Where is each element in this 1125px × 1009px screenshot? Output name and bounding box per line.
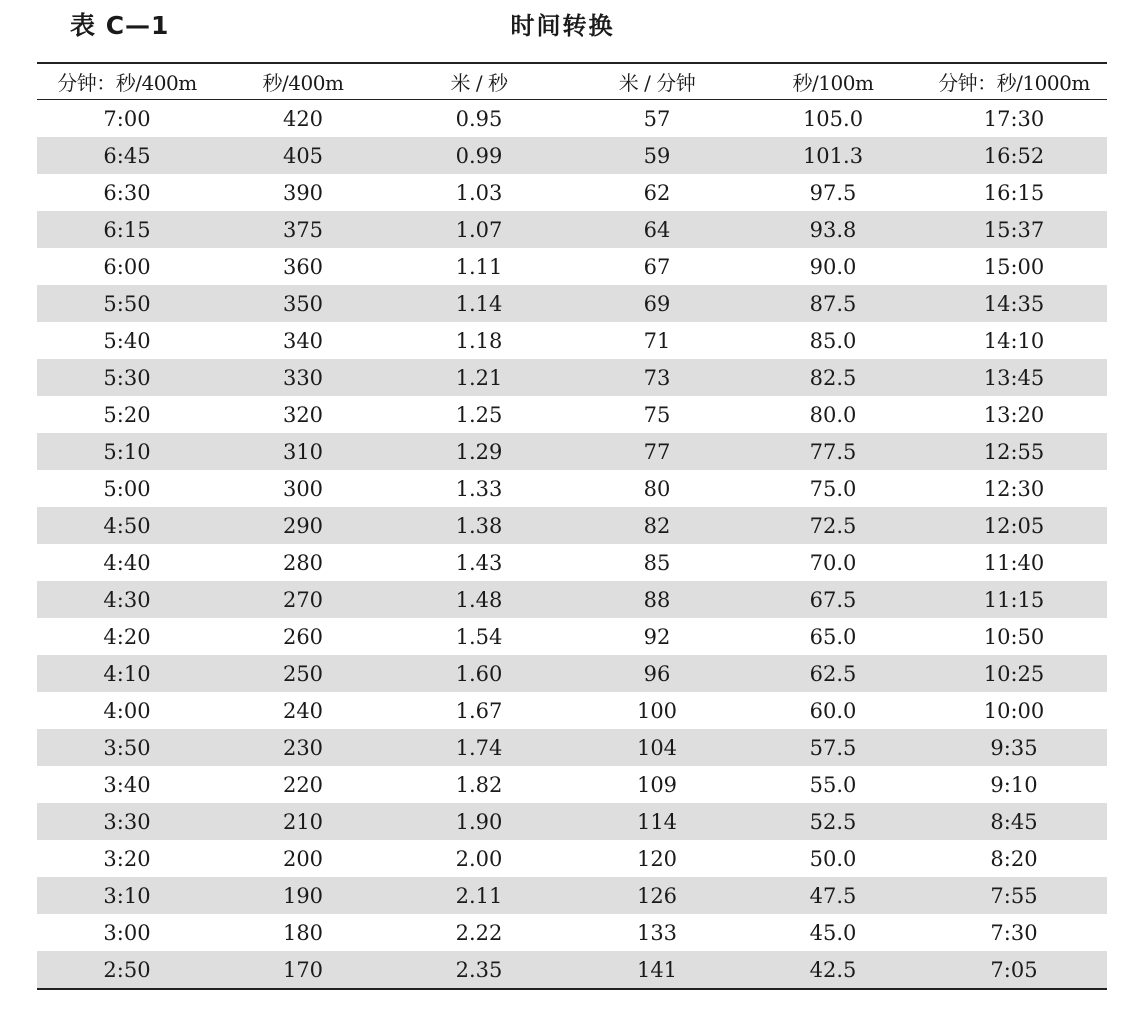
table-row <box>37 544 1107 581</box>
cell-min-sec-1000m: 9:35 <box>921 729 1107 766</box>
cell-m-per-s: 1.07 <box>389 211 569 248</box>
cell-sec-100m: 62.5 <box>745 655 921 692</box>
cell-min-sec-1000m: 12:30 <box>983 476 1045 501</box>
table-row <box>37 951 1107 989</box>
header-meters-per-sec: 米 / 秒 <box>389 63 569 100</box>
table-row <box>37 803 1107 840</box>
cell-m-per-s: 1.67 <box>455 698 503 723</box>
cell-m-per-s: 1.29 <box>389 433 569 470</box>
cell-m-per-s: 1.21 <box>389 359 569 396</box>
cell-min-sec-1000m: 10:50 <box>983 624 1045 649</box>
cell-sec-400m: 220 <box>282 772 324 797</box>
cell-m-per-min: 126 <box>569 877 745 914</box>
cell-min-sec-1000m: 11:40 <box>983 550 1045 575</box>
cell-sec-400m: 300 <box>282 476 324 501</box>
time-conversion-table <box>37 62 1107 990</box>
cell-m-per-s: 1.60 <box>389 655 569 692</box>
cell-m-per-s: 1.14 <box>389 285 569 322</box>
cell-sec-400m: 320 <box>282 402 324 427</box>
cell-min-sec-1000m: 10:25 <box>921 655 1107 692</box>
cell-sec-400m: 200 <box>282 846 324 871</box>
cell-min-sec-1000m: 11:15 <box>921 581 1107 618</box>
cell-min-sec-400m: 4:10 <box>37 655 217 692</box>
cell-sec-400m: 190 <box>217 877 389 914</box>
table-row <box>37 840 1107 877</box>
cell-m-per-s: 1.54 <box>455 624 503 649</box>
cell-min-sec-1000m: 12:05 <box>921 507 1107 544</box>
cell-min-sec-1000m: 14:10 <box>983 328 1045 353</box>
cell-min-sec-400m: 7:00 <box>103 106 151 131</box>
table-row <box>37 507 1107 544</box>
cell-min-sec-400m: 5:20 <box>103 402 151 427</box>
cell-m-per-s: 1.33 <box>455 476 503 501</box>
header-sec-per-100m: 秒/100m <box>745 63 921 100</box>
cell-sec-400m: 390 <box>282 180 324 205</box>
cell-min-sec-1000m: 15:00 <box>983 254 1045 279</box>
cell-sec-100m: 97.5 <box>809 180 857 205</box>
cell-sec-100m: 72.5 <box>745 507 921 544</box>
cell-sec-400m: 180 <box>282 920 324 945</box>
cell-m-per-min: 62 <box>643 180 671 205</box>
cell-min-sec-1000m: 16:52 <box>921 137 1107 174</box>
cell-m-per-min: 100 <box>636 698 678 723</box>
table-row <box>37 285 1107 322</box>
table-row <box>37 470 1107 507</box>
cell-min-sec-400m: 3:30 <box>37 803 217 840</box>
cell-min-sec-400m: 4:50 <box>37 507 217 544</box>
cell-m-per-s: 1.90 <box>389 803 569 840</box>
cell-min-sec-400m: 4:30 <box>37 581 217 618</box>
cell-m-per-min: 64 <box>569 211 745 248</box>
cell-m-per-s: 1.03 <box>455 180 503 205</box>
cell-min-sec-400m: 5:00 <box>103 476 151 501</box>
cell-sec-100m: 82.5 <box>745 359 921 396</box>
cell-sec-100m: 85.0 <box>809 328 857 353</box>
cell-min-sec-400m: 6:30 <box>103 180 151 205</box>
table-row <box>37 877 1107 914</box>
cell-m-per-min: 82 <box>569 507 745 544</box>
table-row <box>37 211 1107 248</box>
cell-m-per-s: 1.74 <box>389 729 569 766</box>
cell-min-sec-400m: 4:40 <box>103 550 151 575</box>
cell-sec-400m: 330 <box>217 359 389 396</box>
cell-m-per-min: 69 <box>569 285 745 322</box>
cell-sec-400m: 350 <box>217 285 389 322</box>
table-row <box>37 766 1107 803</box>
cell-min-sec-1000m: 8:45 <box>921 803 1107 840</box>
cell-m-per-s: 1.18 <box>455 328 503 353</box>
cell-sec-400m: 250 <box>217 655 389 692</box>
cell-m-per-s: 2.35 <box>389 951 569 989</box>
header-meters-per-min: 米 / 分钟 <box>569 63 745 100</box>
cell-min-sec-400m: 5:50 <box>37 285 217 322</box>
cell-sec-400m: 270 <box>217 581 389 618</box>
cell-min-sec-400m: 6:15 <box>37 211 217 248</box>
cell-m-per-min: 75 <box>643 402 671 427</box>
table-row <box>37 248 1107 285</box>
cell-min-sec-400m: 2:50 <box>37 951 217 989</box>
cell-sec-100m: 93.8 <box>745 211 921 248</box>
table-row <box>37 729 1107 766</box>
cell-sec-400m: 170 <box>217 951 389 989</box>
table-body <box>37 100 1107 990</box>
cell-min-sec-1000m: 13:45 <box>921 359 1107 396</box>
table-row <box>37 359 1107 396</box>
cell-sec-400m: 280 <box>282 550 324 575</box>
cell-m-per-s: 2.00 <box>455 846 503 871</box>
table-row <box>37 433 1107 470</box>
cell-m-per-min: 85 <box>643 550 671 575</box>
cell-m-per-min: 73 <box>569 359 745 396</box>
cell-m-per-s: 2.11 <box>389 877 569 914</box>
cell-m-per-min: 114 <box>569 803 745 840</box>
cell-sec-400m: 210 <box>217 803 389 840</box>
cell-sec-400m: 405 <box>217 137 389 174</box>
cell-sec-100m: 50.0 <box>809 846 857 871</box>
table-row <box>37 581 1107 618</box>
table-number: 表 C—1 <box>70 11 170 40</box>
cell-m-per-min: 96 <box>569 655 745 692</box>
table-row <box>37 396 1107 433</box>
cell-sec-100m: 52.5 <box>745 803 921 840</box>
cell-min-sec-1000m: 12:55 <box>921 433 1107 470</box>
cell-m-per-s: 0.99 <box>389 137 569 174</box>
cell-min-sec-1000m: 9:10 <box>990 772 1038 797</box>
cell-m-per-s: 1.38 <box>389 507 569 544</box>
cell-sec-100m: 55.0 <box>809 772 857 797</box>
header-min-sec-per-1000m: 分钟：秒/1000m <box>921 63 1107 100</box>
cell-sec-100m: 70.0 <box>809 550 857 575</box>
cell-m-per-min: 141 <box>569 951 745 989</box>
cell-min-sec-1000m: 15:37 <box>921 211 1107 248</box>
cell-m-per-s: 0.95 <box>455 106 503 131</box>
cell-min-sec-400m: 5:30 <box>37 359 217 396</box>
cell-min-sec-1000m: 13:20 <box>983 402 1045 427</box>
cell-sec-400m: 230 <box>217 729 389 766</box>
cell-m-per-s: 1.82 <box>455 772 503 797</box>
table-row <box>37 914 1107 951</box>
cell-min-sec-1000m: 7:30 <box>990 920 1038 945</box>
cell-sec-400m: 290 <box>217 507 389 544</box>
cell-m-per-min: 71 <box>643 328 671 353</box>
cell-sec-100m: 65.0 <box>809 624 857 649</box>
cell-m-per-min: 109 <box>636 772 678 797</box>
cell-sec-100m: 80.0 <box>809 402 857 427</box>
cell-m-per-min: 57 <box>643 106 671 131</box>
cell-min-sec-400m: 4:00 <box>103 698 151 723</box>
cell-sec-100m: 87.5 <box>745 285 921 322</box>
cell-sec-400m: 420 <box>282 106 324 131</box>
cell-min-sec-400m: 3:20 <box>103 846 151 871</box>
table-row <box>37 137 1107 174</box>
header-row <box>37 63 1107 100</box>
cell-min-sec-400m: 3:40 <box>103 772 151 797</box>
cell-sec-400m: 360 <box>282 254 324 279</box>
cell-min-sec-400m: 3:00 <box>103 920 151 945</box>
cell-sec-100m: 75.0 <box>809 476 857 501</box>
cell-sec-100m: 67.5 <box>745 581 921 618</box>
cell-m-per-s: 1.11 <box>455 254 503 279</box>
cell-sec-100m: 45.0 <box>809 920 857 945</box>
cell-sec-400m: 240 <box>282 698 324 723</box>
table-row <box>37 655 1107 692</box>
header-sec-per-400m: 秒/400m <box>217 63 389 100</box>
table-row <box>37 692 1107 729</box>
cell-sec-100m: 60.0 <box>809 698 857 723</box>
cell-sec-400m: 375 <box>217 211 389 248</box>
cell-min-sec-400m: 3:50 <box>37 729 217 766</box>
cell-min-sec-1000m: 8:20 <box>990 846 1038 871</box>
cell-m-per-s: 1.25 <box>455 402 503 427</box>
cell-sec-100m: 105.0 <box>802 106 864 131</box>
table-row <box>37 174 1107 211</box>
cell-min-sec-400m: 6:45 <box>37 137 217 174</box>
cell-m-per-min: 88 <box>569 581 745 618</box>
cell-min-sec-1000m: 16:15 <box>983 180 1045 205</box>
cell-min-sec-1000m: 7:55 <box>921 877 1107 914</box>
cell-sec-400m: 310 <box>217 433 389 470</box>
cell-sec-100m: 47.5 <box>745 877 921 914</box>
cell-sec-400m: 340 <box>282 328 324 353</box>
cell-min-sec-400m: 3:10 <box>37 877 217 914</box>
cell-sec-100m: 57.5 <box>745 729 921 766</box>
cell-min-sec-1000m: 14:35 <box>921 285 1107 322</box>
cell-min-sec-1000m: 10:00 <box>983 698 1045 723</box>
cell-sec-100m: 101.3 <box>745 137 921 174</box>
cell-m-per-s: 2.22 <box>455 920 503 945</box>
table-title: 时间转换 <box>510 12 615 40</box>
cell-min-sec-1000m: 7:05 <box>921 951 1107 989</box>
cell-sec-100m: 90.0 <box>809 254 857 279</box>
table-row <box>37 100 1107 138</box>
cell-sec-100m: 77.5 <box>745 433 921 470</box>
cell-m-per-s: 1.43 <box>455 550 503 575</box>
cell-sec-100m: 42.5 <box>745 951 921 989</box>
cell-m-per-min: 92 <box>643 624 671 649</box>
cell-min-sec-1000m: 17:30 <box>983 106 1045 131</box>
table-header <box>37 63 1107 100</box>
cell-m-per-min: 77 <box>569 433 745 470</box>
cell-m-per-min: 67 <box>643 254 671 279</box>
cell-min-sec-400m: 5:10 <box>37 433 217 470</box>
cell-min-sec-400m: 5:40 <box>103 328 151 353</box>
table-row <box>37 618 1107 655</box>
cell-m-per-min: 104 <box>569 729 745 766</box>
cell-m-per-min: 120 <box>636 846 678 871</box>
cell-m-per-min: 80 <box>643 476 671 501</box>
cell-m-per-min: 133 <box>636 920 678 945</box>
header-min-sec-per-400m: 分钟：秒/400m <box>37 63 217 100</box>
table-row <box>37 322 1107 359</box>
cell-min-sec-400m: 6:00 <box>103 254 151 279</box>
cell-m-per-s: 1.48 <box>389 581 569 618</box>
cell-sec-400m: 260 <box>282 624 324 649</box>
cell-min-sec-400m: 4:20 <box>103 624 151 649</box>
cell-m-per-min: 59 <box>569 137 745 174</box>
